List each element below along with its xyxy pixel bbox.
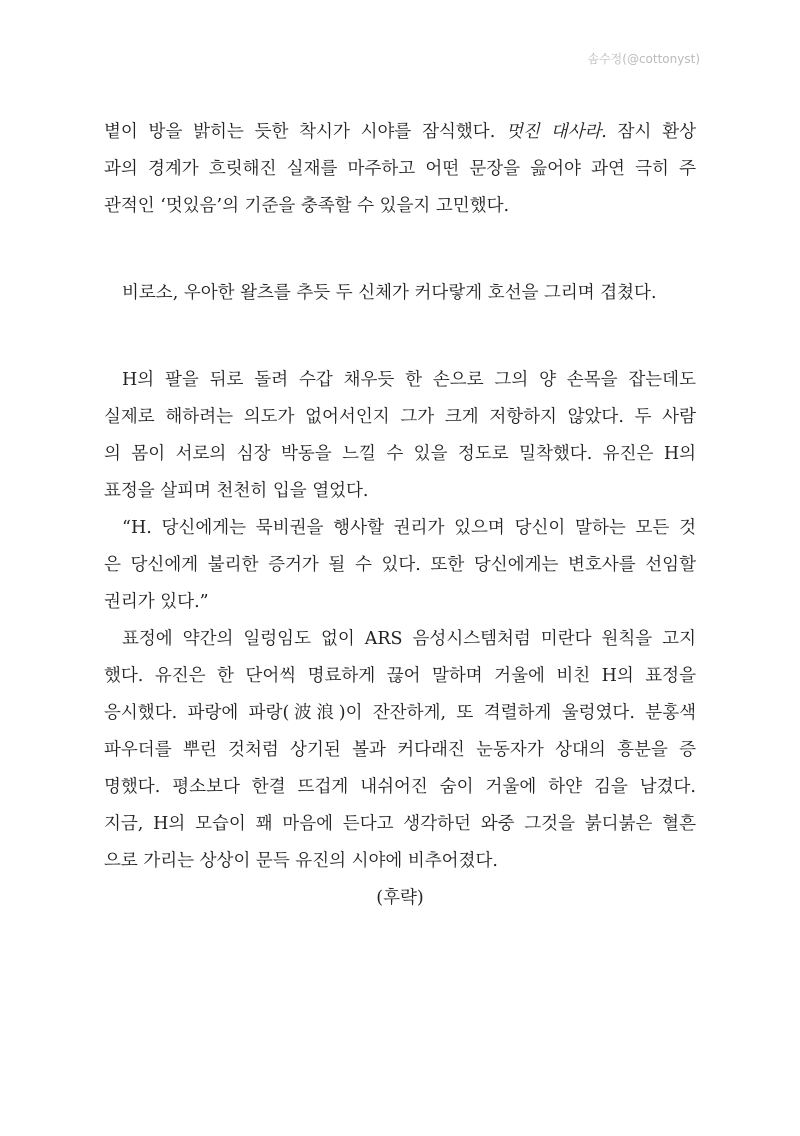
author-credit: 솜수정(@cottonyst) — [587, 52, 700, 66]
text-line: 과의 경계가 흐릿해진 실재를 마주하고 어떤 문장을 읊어야 과연 극히 주 — [104, 159, 696, 179]
paragraph-gap — [104, 312, 696, 362]
paragraph-2 — [104, 275, 696, 312]
italic-phrase: 멋진 대사라. — [506, 122, 607, 142]
paragraph-gap — [104, 225, 696, 275]
text-line: 명했다. 평소보다 한결 뜨겁게 내쉬어진 숨이 거울에 하얀 김을 남겼다. — [104, 777, 696, 797]
text-line: 표정을 살피며 천천히 입을 열었다. — [104, 481, 369, 501]
text-line: 파우더를 뿌린 것처럼 상기된 볼과 커다래진 눈동자가 상대의 흥분을 증 — [104, 740, 696, 760]
text-line: 했다. 유진은 한 단어씩 명료하게 끊어 말하며 거울에 비친 H의 표정을 — [104, 666, 696, 686]
story-body — [104, 114, 696, 917]
text-line: 권리가 있다.” — [104, 592, 209, 612]
text-line: 실제로 해하려는 의도가 없어서인지 그가 크게 저항하지 않았다. 두 사람 — [104, 407, 696, 427]
text-line: 은 당신에게 불리한 증거가 될 수 있다. 또한 당신에게는 변호사를 선임할 — [104, 555, 696, 575]
text-line: 으로 가리는 상상이 문득 유진의 시야에 비추어졌다. — [104, 851, 498, 871]
ending-note: (후략) — [376, 888, 424, 908]
paragraph-5 — [104, 621, 696, 880]
text-line — [104, 114, 696, 151]
text-span: 볕이 방을 밝히는 듯한 착시가 시야를 잠식했다. — [104, 122, 507, 142]
paragraph-4 — [104, 510, 696, 621]
text-line: 비로소, 우아한 왈츠를 추듯 두 신체가 커다랗게 호선을 그리며 겹쳤다. — [122, 283, 657, 303]
paragraph-3 — [104, 362, 696, 510]
text-line: 표정에 약간의 일렁임도 없이 ARS 음성시스템처럼 미란다 원칙을 고지 — [122, 629, 696, 649]
text-line: 관적인 ‘멋있음’의 기준을 충족할 수 있을지 고민했다. — [104, 196, 510, 216]
text-line: H의 팔을 뒤로 돌려 수갑 채우듯 한 손으로 그의 양 손목을 잡는데도 — [122, 370, 696, 390]
paragraph-1 — [104, 114, 696, 225]
text-line: 응시했다. 파랑에 파랑(波浪)이 잔잔하게, 또 격렬하게 울렁였다. 분홍색 — [104, 703, 696, 723]
text-line: 지금, H의 모습이 꽤 마음에 든다고 생각하던 와중 그것을 붉디붉은 혈흔 — [104, 814, 696, 834]
text-span: 잠시 환상 — [606, 122, 696, 142]
text-line: 의 몸이 서로의 심장 박동을 느낄 수 있을 정도로 밀착했다. 유진은 H의 — [104, 444, 696, 464]
text-line: “H. 당신에게는 묵비권을 행사할 권리가 있으며 당신이 말하는 모든 것 — [122, 518, 696, 538]
